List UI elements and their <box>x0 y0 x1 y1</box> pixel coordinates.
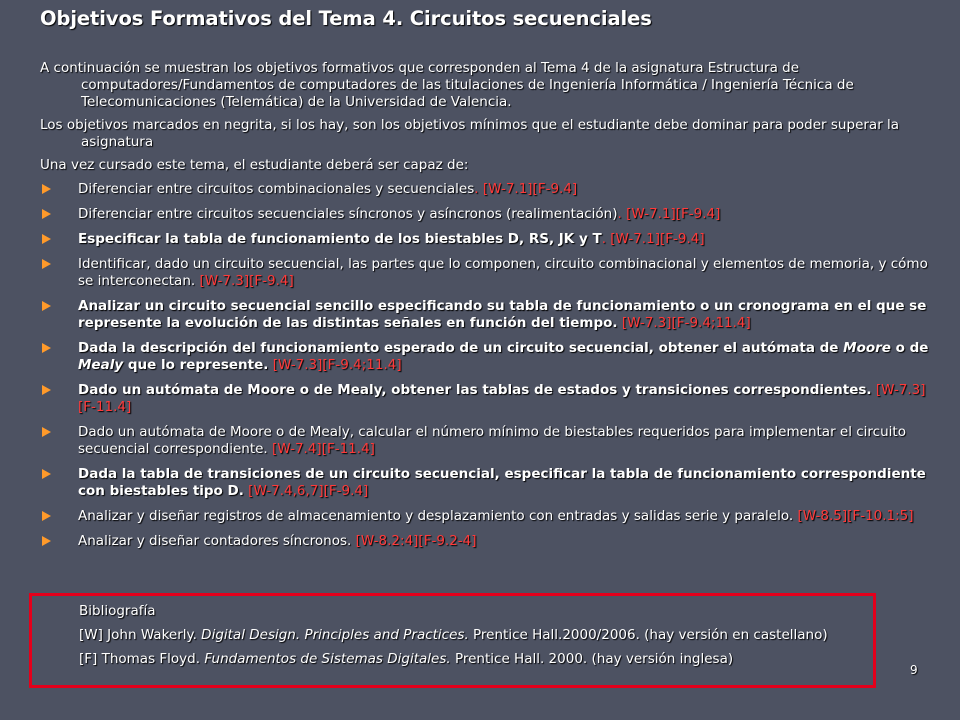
list-item <box>40 340 935 374</box>
objective-text: Analizar y diseñar contadores síncronos. <box>78 533 352 549</box>
intro-paragraph: Una vez cursado este tema, el estudiante deberá ser capaz de: <box>40 157 469 173</box>
triangle-bullet-icon <box>42 301 51 311</box>
list-item <box>40 382 935 416</box>
bibliography-details: Prentice Hall. 2000. (hay versión inglesa) <box>450 651 734 667</box>
objective-text-part: que lo represente. <box>123 357 269 373</box>
objective-reference: [W-7.1][F-9.4] <box>482 181 578 197</box>
slide-body <box>40 60 935 558</box>
triangle-bullet-icon <box>42 536 51 546</box>
objective-text: Dado un autómata de Moore o de Mealy, obtener las tablas de estados y transiciones correspondientes. <box>78 382 872 398</box>
list-item <box>40 181 935 198</box>
objective-reference: [W-7.3][F-9.4] <box>199 273 294 289</box>
slide-title: Objetivos Formativos del Tema 4. Circuitos secuenciales <box>40 7 652 30</box>
list-item <box>40 424 935 458</box>
objective-reference: [W-7.1][F-9.4] <box>626 206 721 222</box>
objective-reference: [W-7.3][F-9.4;11.4] <box>272 357 402 373</box>
objective-text: Diferenciar entre circuitos combinacionales y secuenciales <box>78 181 475 197</box>
objective-reference: [W-7.4,6,7][F-9.4] <box>248 483 369 499</box>
objective-reference: [W-7.3][F-11.4] <box>78 382 926 415</box>
bibliography-author: [F] Thomas Floyd. <box>79 651 205 667</box>
triangle-bullet-icon <box>42 184 51 194</box>
objective-separator: . <box>617 206 627 222</box>
objective-text: Diferenciar entre circuitos secuenciales síncronos y asíncronos (realimentación) <box>78 206 618 222</box>
objective-text: Especificar la tabla de funcionamiento de los biestables D, RS, JK y T <box>78 231 602 247</box>
triangle-bullet-icon <box>42 469 51 479</box>
bibliography-entry <box>79 651 879 668</box>
list-item <box>40 298 935 332</box>
intro-paragraph: A continuación se muestran los objetivos formativos que corresponden al Tema 4 de la asignatura Estructura de computadores/Fundamentos de computadores de las titulaciones de Ingeniería Informática / Ingeniería Técnica de Telecomunicaciones (Telemática) de la Universidad de Valencia. <box>40 60 854 110</box>
objective-separator: . <box>474 181 483 197</box>
page-number: 9 <box>910 663 918 677</box>
objective-separator: . <box>601 231 611 247</box>
bibliography-author: [W] John Wakerly. <box>79 627 202 643</box>
intro-paragraph: Los objetivos marcados en negrita, si los hay, son los objetivos mínimos que el estudiante debe dominar para poder superar la asignatura <box>40 117 900 150</box>
objective-text: Analizar un circuito secuencial sencillo especificando su tabla de funcionamiento o un cronograma en el que se represente la evolución de las distintas señales en función del tiempo. <box>78 298 927 331</box>
objective-text <box>78 340 928 373</box>
triangle-bullet-icon <box>42 259 51 269</box>
objective-text: Dada la tabla de transiciones de un circuito secuencial, especificar la tabla de funcionamiento correspondiente con biestables tipo D. <box>78 466 926 499</box>
objective-text-part: Dada la descripción del funcionamiento esperado de un circuito secuencial, obtener el autómata de <box>78 340 844 356</box>
bibliography-entry <box>79 627 879 644</box>
bibliography-title: Fundamentos de Sistemas Digitales. <box>204 651 451 667</box>
triangle-bullet-icon <box>42 385 51 395</box>
moore-term: Moore <box>843 340 891 356</box>
objective-reference: [W-7.3][F-9.4;11.4] <box>621 315 751 331</box>
bibliography-details: Prentice Hall.2000/2006. (hay versión en castellano) <box>468 627 828 643</box>
list-item <box>40 466 935 500</box>
mealy-term: Mealy <box>78 357 124 373</box>
objective-text: Identificar, dado un circuito secuencial, las partes que lo componen, circuito combinacional y elementos de memoria, y cómo se interconectan. <box>78 256 928 289</box>
triangle-bullet-icon <box>42 234 51 244</box>
list-item <box>40 256 935 290</box>
triangle-bullet-icon <box>42 209 51 219</box>
objectives-list <box>40 181 935 550</box>
triangle-bullet-icon <box>42 511 51 521</box>
objective-text-part: o de <box>890 340 929 356</box>
list-item <box>40 533 935 550</box>
triangle-bullet-icon <box>42 427 51 437</box>
objective-reference: [W-7.1][F-9.4] <box>610 231 705 247</box>
list-item <box>40 508 935 525</box>
objective-text: Analizar y diseñar registros de almacenamiento y desplazamiento con entradas y salidas serie y paralelo. <box>78 508 794 524</box>
objective-text: Dado un autómata de Moore o de Mealy, calcular el número mínimo de biestables requeridos para implementar el circuito secuencial correspondiente. <box>78 424 906 457</box>
bibliography-heading: Bibliografía <box>79 603 156 619</box>
bibliography-title: Digital Design. Principles and Practices. <box>201 627 469 643</box>
bibliography <box>79 603 879 675</box>
objective-reference: [W-8.5][F-10.1:5] <box>797 508 914 524</box>
list-item <box>40 206 935 223</box>
objective-reference: [W-8.2:4][F-9.2-4] <box>355 533 477 549</box>
list-item <box>40 231 935 248</box>
objective-reference: [W-7.4][F-11.4] <box>272 441 375 457</box>
triangle-bullet-icon <box>42 343 51 353</box>
